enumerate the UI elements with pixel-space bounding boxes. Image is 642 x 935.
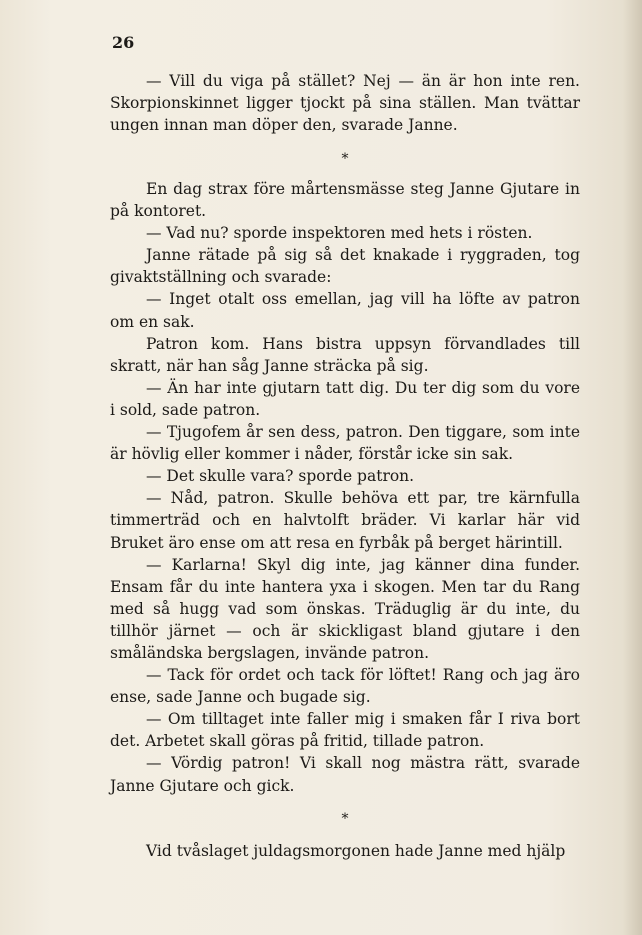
paragraph: Vid tvåslaget juldagsmorgonen hade Janne med hjälp: [146, 842, 566, 860]
paragraph: — Vill du viga på stället? Nej — än är hon inte ren. Skorpionskinnet ligger tjockt på sina ställen. Man tvättar ungen innan man döper den, svarade Janne.: [110, 72, 580, 135]
paragraph: — Tjugofem år sen dess, patron. Den tiggare, som inte är hövlig eller kommer i nåder, förstår icke sin sak.: [110, 423, 580, 464]
paragraph: — Vad nu? sporde inspektoren med hets i rösten.: [146, 224, 533, 243]
paragraph: En dag strax före mårtensmässe steg Janne Gjutare in på kontoret.: [110, 180, 580, 221]
paragraph: — Tack för ordet och tack för löftet! Rang och jag äro ense, sade Janne och bugade sig.: [110, 666, 580, 707]
section-ornament: *: [341, 811, 349, 827]
paragraph: Patron kom. Hans bistra uppsyn förvandlades till skratt, när han såg Janne sträcka på sig.: [110, 334, 580, 375]
text-block-3: [110, 840, 580, 862]
paragraph: — Karlarna! Skyl dig inte, jag känner dina funder. Ensam får du inte hantera yxa i skogen. Men tar du Rang med så hugg vad som önskas. Träduglig är du inte, du tillhör järnet — och är skickligast bland gjutare i den småländska bergslagen, invände patron.: [110, 555, 580, 662]
paragraph: — Det skulle vara? sporde patron.: [146, 467, 415, 486]
paragraph: — Inget otalt oss emellan, jag vill ha löfte av patron om en sak.: [110, 290, 580, 331]
section-ornament: *: [341, 151, 349, 167]
paragraph: — Vördig patron! Vi skall nog mästra rätt, svarade Janne Gjutare och gick.: [110, 754, 580, 795]
text-block-2: [110, 178, 580, 797]
paragraph: — Nåd, patron. Skulle behöva ett par, tre kärnfulla timmerträd och en halvtolft bräder. Vi karlar här vid Bruket äro ense om att resa en fyrbåk på berget härintill.: [110, 489, 580, 552]
paragraph: Janne rätade på sig så det knakade i ryggraden, tog givaktställning och svarade:: [110, 246, 580, 287]
paragraph: — Än har inte gjutarn tatt dig. Du ter dig som du vore i sold, sade patron.: [110, 378, 580, 419]
page-number: 26: [112, 33, 135, 52]
text-block-1: [110, 70, 580, 136]
paragraph: — Om tilltaget inte faller mig i smaken får I riva bort det. Arbetet skall göras på fritid, tillade patron.: [110, 710, 580, 751]
